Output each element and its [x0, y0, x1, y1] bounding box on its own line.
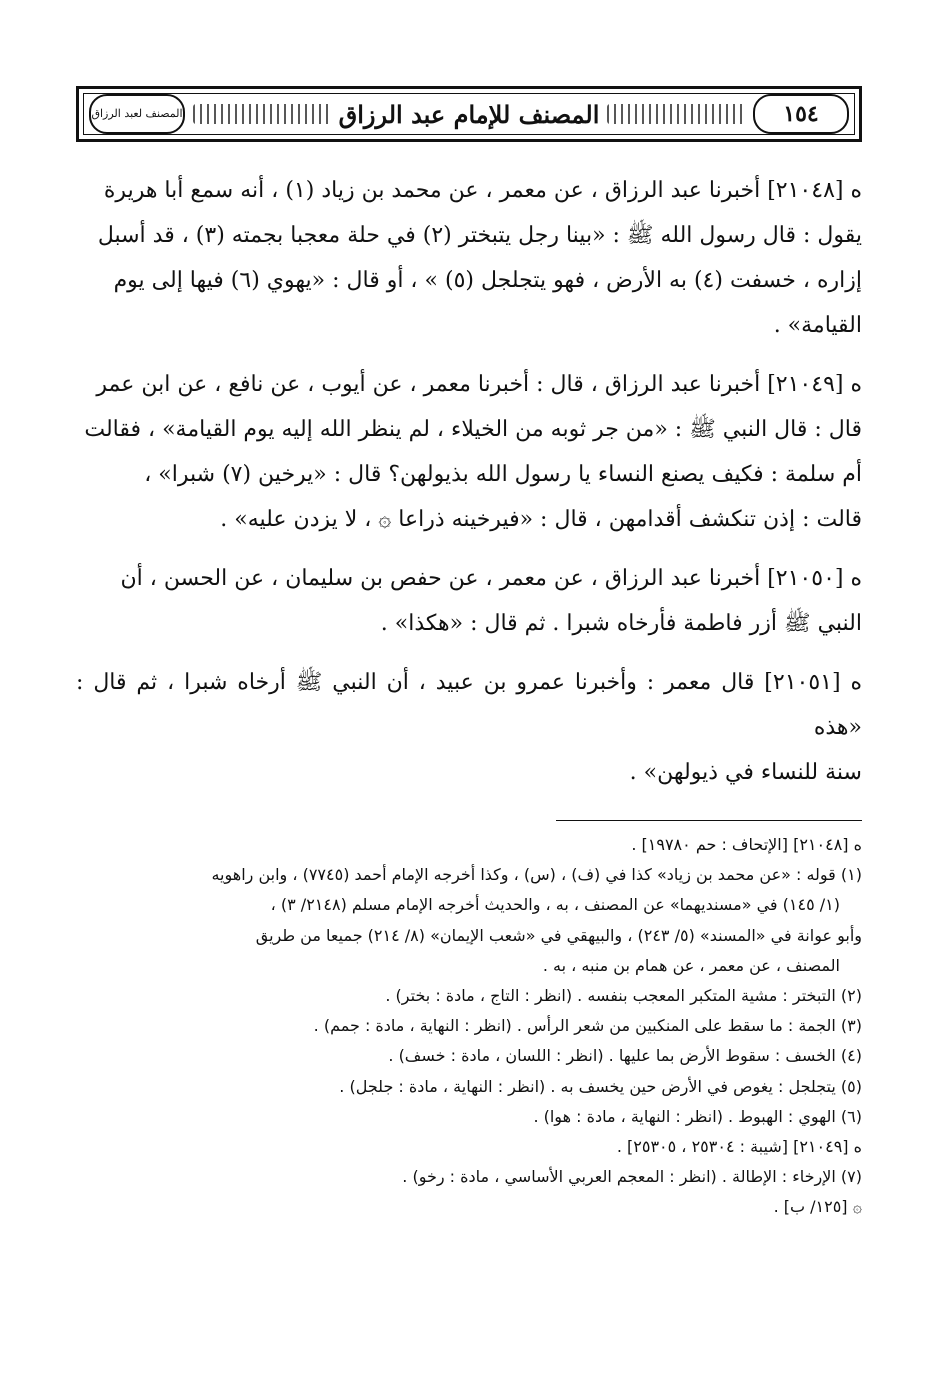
text-line: إزاره ، خسفت (٤) به الأرض ، فهو يتجلجل (٥) » ، أو قال : «يهوي (٦) فيها إلى يوم [113, 268, 862, 293]
footnote-line: (٣) الجمة : ما سقط على المنكبين من شعر الرأس . (انظر : النهاية ، مادة : جمم) . [313, 1016, 862, 1036]
text-line: سنة للنساء في ذيولهن» . [629, 760, 862, 785]
book-emblem [89, 94, 185, 134]
hadith-21049 [76, 362, 862, 542]
footnote-line: (١) قوله : «عن محمد بن زياد» كذا في (ف) ، (س) ، وكذا أخرجه الإمام أحمد (٧٧٤٥) ، وابن راهويه [211, 865, 862, 885]
text-line: يقول : قال رسول الله ﷺ : «بينا رجل يتبختر (٢) في حلة معجبا بجمته (٣) ، قد أسبل [97, 223, 862, 248]
text-line: ه [٢١٠٥٠] أخبرنا عبد الرزاق ، عن معمر ، عن حفص بن سليمان ، عن الحسن ، أن [120, 566, 862, 591]
header-ornament-left [193, 104, 331, 124]
page-number: ١٥٤ [753, 94, 849, 134]
footnote-line: وأبو عوانة في «المسند» (٥/ ٢٤٣) ، والبيهقي في «شعب الإيمان» (٨/ ٢١٤) جميعا من طريق [255, 925, 862, 945]
header-ornament-right [607, 104, 745, 124]
footnote-line: (١/ ١٤٥) في «مسنديهما» عن المصنف ، به ، والحديث أخرجه الإمام مسلم (٢١٤٨/ ٣) ، [270, 895, 840, 915]
footnote-line: (٥) يتجلجل : يغوص في الأرض حين يخسف به . (انظر : النهاية ، مادة : جلجل) . [339, 1076, 862, 1096]
text-line: قال : قال النبي ﷺ : «من جر ثوبه من الخيلاء ، لم ينظر الله إليه يوم القيامة» ، فقالت [84, 417, 862, 442]
footnote-line: (٢) التبختر : مشية المتكبر المعجب بنفسه . (انظر : التاج ، مادة : بختر) . [385, 986, 862, 1006]
hadith-21051 [76, 660, 862, 795]
hadith-21050 [76, 556, 862, 646]
text-line: أم سلمة : فكيف يصنع النساء يا رسول الله بذيولهن؟ قال : «يرخين (٧) شبرا» ، [144, 462, 862, 487]
footnote-line: (٧) الإرخاء : الإطالة . (انظر : المعجم العربي الأساسي ، مادة : رخو) . [402, 1167, 862, 1187]
text-line: ه [٢١٠٤٩] أخبرنا عبد الرزاق ، قال : أخبرنا معمر ، عن أيوب ، عن نافع ، عن ابن عمر [96, 372, 862, 397]
footnote-divider [556, 820, 862, 821]
page-header [76, 86, 862, 142]
text-line: القيامة» . [773, 313, 862, 338]
footnote-line: ه [٢١٠٤٨] [الإتحاف : حم ١٩٧٨٠] . [631, 835, 862, 854]
book-title: المصنف للإمام عبد الرزاق [338, 99, 600, 129]
footnote-line: ۞ [١٢٥/ ب] . [773, 1197, 862, 1217]
footnote-line: المصنف ، عن معمر ، عن همام بن منبه ، به . [542, 955, 840, 975]
text-line: قالت : إذن تنكشف أقدامهن ، قال : «فيرخينه ذراعا ۞ ، لا يزدن عليه» . [220, 507, 862, 532]
hadith-21048 [76, 168, 862, 348]
text-line: النبي ﷺ أزر فاطمة فأرخاه شبرا . ثم قال : «هكذا» . [380, 611, 862, 636]
footnote-line: (٦) الهوي : الهبوط . (انظر : النهاية ، مادة : هوا) . [533, 1106, 862, 1126]
footnote-line: (٤) الخسف : سقوط الأرض بما عليها . (انظر : اللسان ، مادة : خسف) . [388, 1046, 862, 1066]
text-line: ه [٢١٠٤٨] أخبرنا عبد الرزاق ، عن معمر ، عن محمد بن زياد (١) ، أنه سمع أبا هريرة [103, 178, 862, 203]
text-line: ه [٢١٠٥١] قال معمر : وأخبرنا عمرو بن عبيد ، أن النبي ﷺ أرخاه شبرا ، ثم قال : «هذه [76, 670, 862, 740]
footnotes [76, 830, 862, 1223]
emblem-text: المصنف لعبد الرزاق [91, 106, 183, 120]
main-text [76, 168, 862, 809]
footnote-line: ه [٢١٠٤٩] [شيبة : ٢٥٣٠٤ ، ٢٥٣٠٥] . [616, 1137, 862, 1157]
